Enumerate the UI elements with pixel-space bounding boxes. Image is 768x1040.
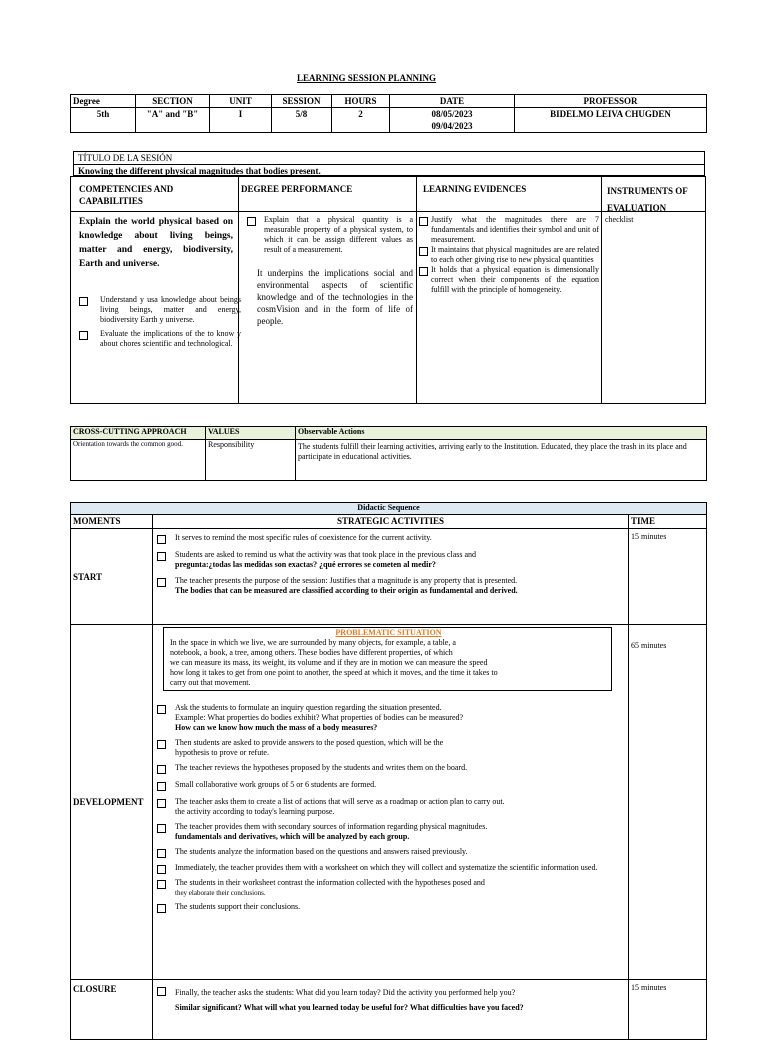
development-row [71,625,707,980]
checkbox-icon [157,880,166,889]
checkbox-icon [157,904,166,913]
capability-item: Understand y usa knowledge about beings living beings, matter and energy, biodiversity Earth y universe. [79,295,241,325]
unit-header: UNIT [210,95,272,108]
checkbox-icon [157,782,166,791]
activity-item: Ask the students to formulate an inquiry question regarding the situation presented. Example: What properties do bodies exhibit? What properties of bodies can be measured? How can we know how much the mass of a body measures? [157,703,624,733]
start-row [71,529,707,625]
problem-line: we can measure its mass, its weight, its volume and if they are in motion we can measure the speed [170,658,488,667]
session-header-table [70,94,707,133]
session-value: 5/8 [272,108,332,133]
checkbox-icon [157,535,166,544]
session-title-label: TÍTULO DE LA SESIÓN [74,152,704,165]
activity-item: Small collaborative work groups of 5 or 6 students are formed. [157,780,624,791]
development-time: 65 minutes [629,625,707,980]
activity-item: Finally, the teacher asks the students: What did you learn today? Did the activity you performed help you? Similar significant? What will what you learned today be useful for? What difficulties have you faced? [157,985,624,1015]
checkbox-icon [157,824,166,833]
competency-text: Explain the world physical based on knowledge about living beings, matter and energy, biodiversity, Earth and universe. [79,217,233,269]
activity-item: It serves to remind the most specific rules of coexistence for the current activity. [157,533,624,544]
checkbox-icon [247,217,256,226]
evidence-item: It holds that a physical equation is dimensionally correct when their components of the equation fulfill with the principle of homogeneity. [419,265,599,295]
date-header: DATE [390,95,515,108]
moments-header: MOMENTS [71,515,153,529]
checkbox-icon [419,217,428,226]
competencies-header: COMPETENCIES AND CAPABILITIES [79,184,174,206]
activity-item: The students support their conclusions. [157,902,624,913]
checkbox-icon [79,297,88,306]
closure-activities [153,980,629,1040]
evidence-item: Justify what the magnitudes there are 7 fundamentals and identifies their symbol and unit of measurement. [419,215,599,245]
competencies-block [70,176,706,404]
closure-row [71,980,707,1040]
performance-item: Explain that a physical quantity is a measurable property of a physical system, to which it can be assign different values as result of a measurement. [247,215,413,255]
performance-item: It underpins the implications social and environmental aspects of scientific knowledge and of the technologies in the cosmVision and in the form of life of people. [257,268,413,326]
problem-line: how long it takes to get from one point to another, the speed at which it moves, and the time it takes to [170,668,498,677]
closure-time: 15 minutes [629,980,707,1040]
problem-line: notebook, a book, a tree, among others. These bodies have different properties, of which [170,648,453,657]
session-title-box [73,151,705,176]
development-activities [153,625,629,980]
start-activities [153,529,629,625]
performance-header: DEGREE PERFORMANCE [241,184,353,194]
actions-header: Observable Actions [296,427,707,440]
didactic-sequence-table [70,502,707,1040]
sequence-title: Didactic Sequence [71,503,707,515]
evidences-header: LEARNING EVIDENCES [423,184,527,194]
instruments-header: INSTRUMENTS OF EVALUATION [607,186,688,213]
time-header: TIME [629,515,707,529]
section-header: SECTION [136,95,210,108]
value-responsibility: Responsibility [206,440,296,481]
capabilities-list [79,295,241,349]
evidence-item: It maintains that physical magnitudes are are related to each other giving rise to new physical quantities [419,245,599,265]
instrument-value: checklist [605,215,634,224]
date-value [390,108,515,133]
problem-box [163,627,612,691]
date-1: 08/05/2023 [431,109,473,119]
capability-item: Evaluate the implications of the to know y about chores scientific and technological. [79,329,241,349]
start-label: START [71,529,153,625]
activity-item: The students analyze the information based on the questions and answers raised previously. [157,847,624,858]
evidences-list [419,215,599,295]
hours-header: HOURS [332,95,390,108]
checkbox-icon [157,740,166,749]
session-header: SESSION [272,95,332,108]
page-title: LEARNING SESSION PLANNING [297,73,437,83]
checkbox-icon [157,799,166,808]
observable-actions: The students fulfill their learning activities, arriving early to the Institution. Educated, they place the trash in its place and participate in educational activities. [296,440,707,481]
crosscutting-table [70,426,707,481]
problem-line: carry out that movement. [170,678,251,687]
activity-item: Students are asked to remind us what the activity was that took place in the previous class and pregunta:¿todas las medidas son exactas? ¿qué errores se cometen al medir? [157,550,624,570]
professor-value: BIDELMO LEIVA CHUGDEN [515,108,707,133]
section-value: "A" and "B" [136,108,210,133]
activity-item: The students in their worksheet contrast the information collected with the hypotheses posed and they elaborate their conclusions. [157,878,624,898]
hours-value: 2 [332,108,390,133]
problem-title: PROBLEMATIC SITUATION [335,628,442,637]
professor-header: PROFESSOR [515,95,707,108]
checkbox-icon [157,705,166,714]
unit-value: I [210,108,272,133]
session-title-value: Knowing the different physical magnitudes that bodies present. [78,166,321,176]
activity-item: The teacher reviews the hypotheses proposed by the students and writes them on the board. [157,763,624,774]
checkbox-icon [157,578,166,587]
problem-line: In the space in which we live, we are surrounded by many objects, for example, a table, a [170,638,456,647]
degree-value: 5th [71,108,136,133]
checkbox-icon [79,331,88,340]
checkbox-icon [157,849,166,858]
checkbox-icon [419,247,428,256]
activities-header: STRATEGIC ACTIVITIES [153,515,629,529]
activity-item: The teacher presents the purpose of the session: Justifies that a magnitude is any property that is presented. The bodies that can be measured are classified according to their origin as fundamental and derived. [157,576,624,596]
crosscutting-header: CROSS-CUTTING APPROACH [71,427,206,440]
checkbox-icon [157,865,166,874]
degree-header: Degree [71,95,136,108]
activity-item: Immediately, the teacher provides them with a worksheet on which they will collect and systematize the scientific information used. [157,863,624,874]
performance-list [247,215,413,327]
date-2: 09/04/2023 [431,121,473,131]
activity-item: The teacher provides them with secondary sources of information regarding physical magnitudes. fundamentals and derivatives, which will be analyzed by each group. [157,822,624,842]
checkbox-icon [157,987,166,996]
closure-label: CLOSURE [71,980,153,1040]
activity-item: Then students are asked to provide answers to the posed question, which will be the hypothesis to prove or refute. [157,738,624,758]
start-time: 15 minutes [629,529,707,625]
development-label: DEVELOPMENT [71,625,153,980]
checkbox-icon [157,552,166,561]
crosscutting-approach: Orientation towards the common good. [71,440,206,481]
activity-item: The teacher asks them to create a list of actions that will serve as a roadmap or action plan to carry out. the activity according to today's learning purpose. [157,797,624,817]
checkbox-icon [157,765,166,774]
values-header: VALUES [206,427,296,440]
checkbox-icon [419,267,428,276]
